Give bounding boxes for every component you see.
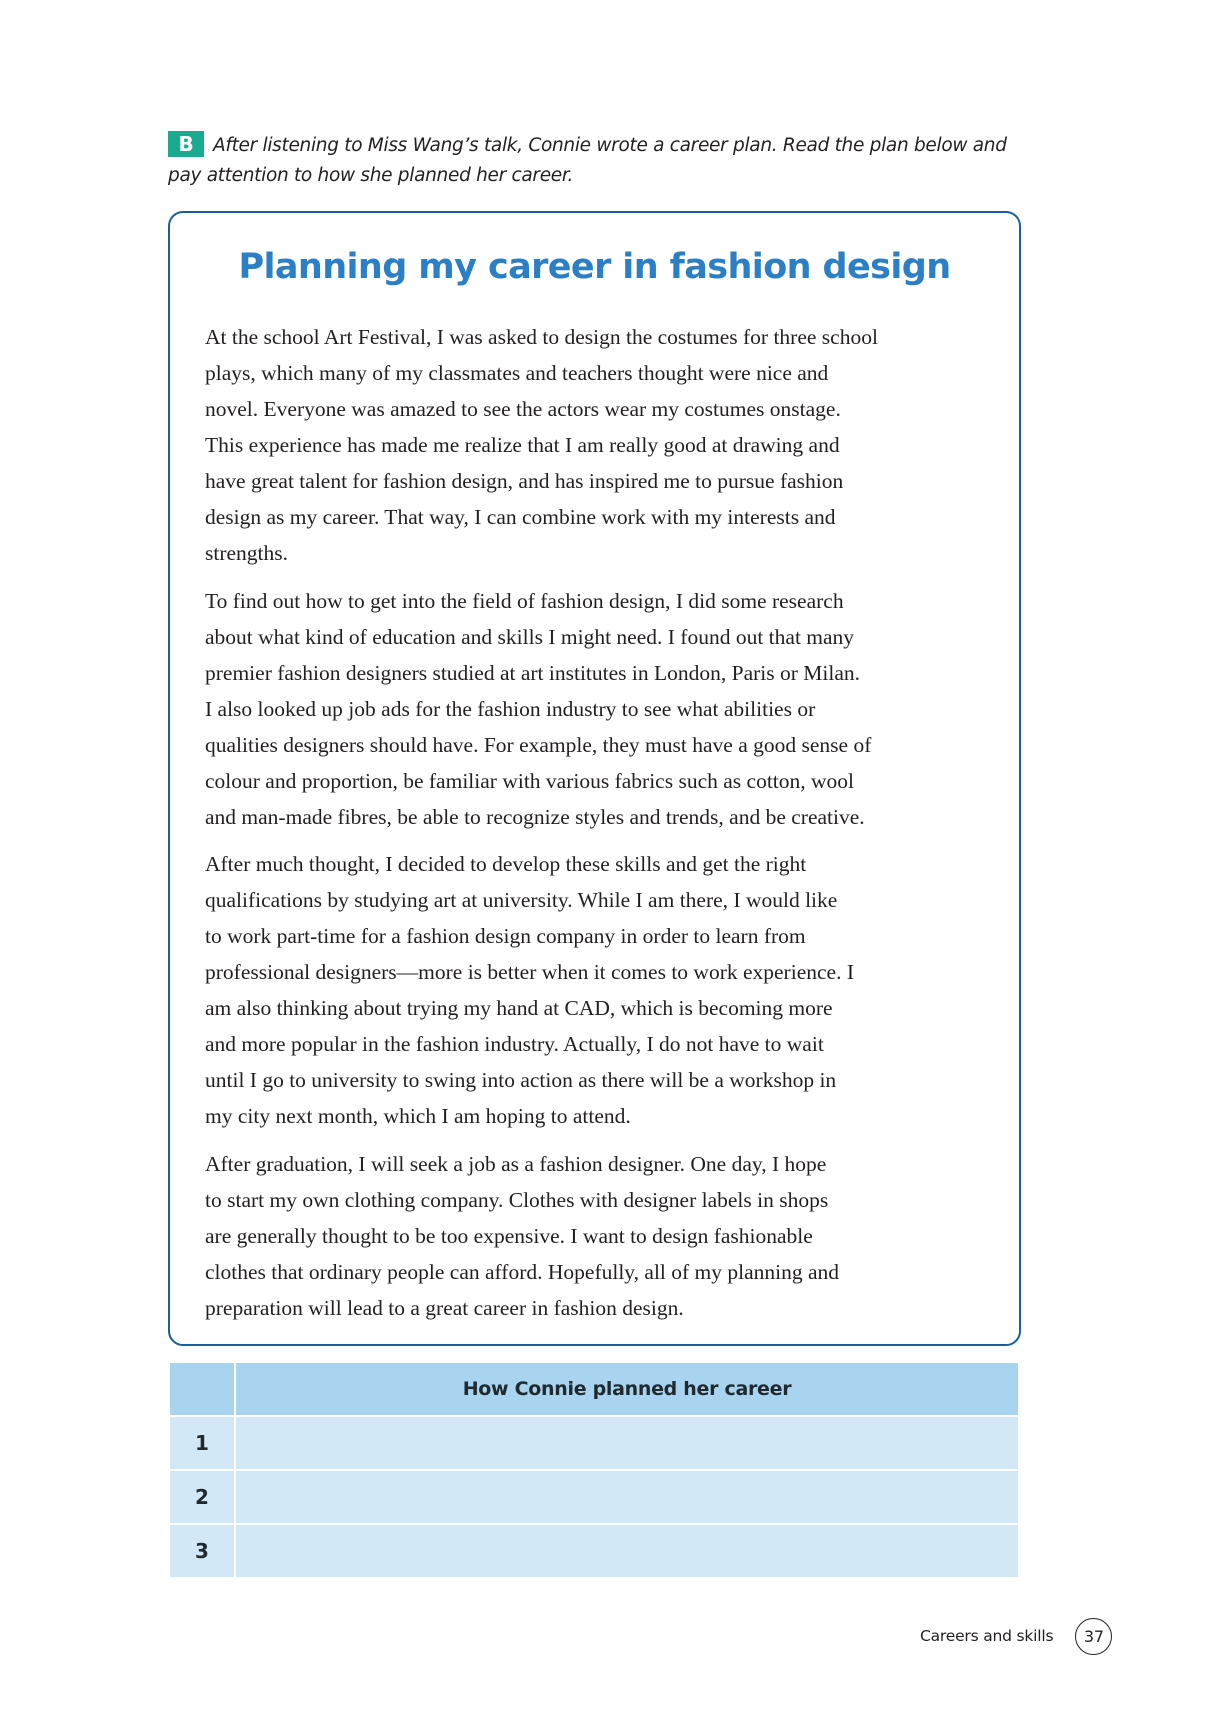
text-line: After graduation, I will seek a job as a fashion designer. One day, I hope [205, 1151, 827, 1176]
plan-title: Planning my career in fashion design [238, 247, 951, 287]
section-name: Careers and skills [920, 1627, 1054, 1645]
text-line: preparation will lead to a great career in fashion design. [205, 1295, 684, 1320]
text-line: qualifications by studying art at university. While I am there, I would like [205, 888, 838, 912]
text-line: premier fashion designers studied at art institutes in London, Paris or Milan. [205, 660, 861, 685]
paragraph-1 [205, 319, 1005, 571]
text-line: until I go to university to swing into action as there will be a workshop in [205, 1068, 837, 1092]
text-line: To find out how to get into the field of fashion design, I did some research [205, 588, 844, 613]
page-number: 37 [1075, 1618, 1112, 1655]
text-line: I also looked up job ads for the fashion industry to see what abilities or [205, 696, 816, 721]
text-line: am also thinking about trying my hand at CAD, which is becoming more [205, 996, 833, 1020]
text-line: qualities designers should have. For example, they must have a good sense of [205, 732, 872, 757]
row-number: 1 [170, 1417, 234, 1469]
text-line: my city next month, which I am hoping to attend. [205, 1104, 631, 1128]
answer-cell-2[interactable] [236, 1471, 1018, 1523]
row-number: 3 [170, 1525, 234, 1577]
paragraph-3 [205, 846, 1005, 1134]
text-line: professional designers—more is better when it comes to work experience. I [205, 960, 854, 984]
text-line: This experience has made me realize that I am really good at drawing and [205, 433, 840, 457]
text-line: After much thought, I decided to develop these skills and get the right [205, 852, 807, 876]
text-line: to work part-time for a fashion design company in order to learn from [205, 924, 806, 948]
text-line: are generally thought to be too expensive. I want to design fashionable [205, 1223, 813, 1248]
answer-cell-1[interactable] [236, 1417, 1018, 1469]
text-line: and man-made fibres, be able to recognize styles and trends, and be creative. [205, 804, 865, 829]
career-plan-table [170, 1363, 1018, 1577]
paragraph-2 [205, 583, 1005, 835]
table-header: How Connie planned her career [236, 1363, 1018, 1415]
instruction-line-2: pay attention to how she planned her career. [168, 165, 574, 186]
text-line: about what kind of education and skills I might need. I found out that many [205, 624, 855, 649]
text-line: novel. Everyone was amazed to see the actors wear my costumes onstage. [205, 397, 841, 421]
text-line: and more popular in the fashion industry. Actually, I do not have to wait [205, 1032, 824, 1056]
exercise-badge: B [168, 131, 204, 157]
row-number: 2 [170, 1471, 234, 1523]
exercise-instruction [168, 131, 1028, 191]
text-line: plays, which many of my classmates and teachers thought were nice and [205, 361, 829, 385]
text-line: strengths. [205, 541, 289, 565]
instruction-line-1 [168, 131, 1028, 161]
text-line: clothes that ordinary people can afford. Hopefully, all of my planning and [205, 1259, 840, 1284]
text-line: to start my own clothing company. Clothes with designer labels in shops [205, 1187, 829, 1212]
table-corner-cell [170, 1363, 234, 1415]
text-line: design as my career. That way, I can combine work with my interests and [205, 505, 836, 529]
instruction-text-1: After listening to Miss Wang’s talk, Connie wrote a career plan. Read the plan below and [213, 135, 1007, 156]
page-footer [920, 1618, 1112, 1654]
text-line: colour and proportion, be familiar with various fabrics such as cotton, wool [205, 768, 855, 793]
career-plan-box [168, 211, 1021, 1346]
text-line: have great talent for fashion design, and has inspired me to pursue fashion [205, 469, 844, 493]
text-line: At the school Art Festival, I was asked to design the costumes for three school [205, 325, 878, 349]
plan-body [205, 319, 1005, 1337]
answer-cell-3[interactable] [236, 1525, 1018, 1577]
paragraph-4 [205, 1146, 1005, 1326]
